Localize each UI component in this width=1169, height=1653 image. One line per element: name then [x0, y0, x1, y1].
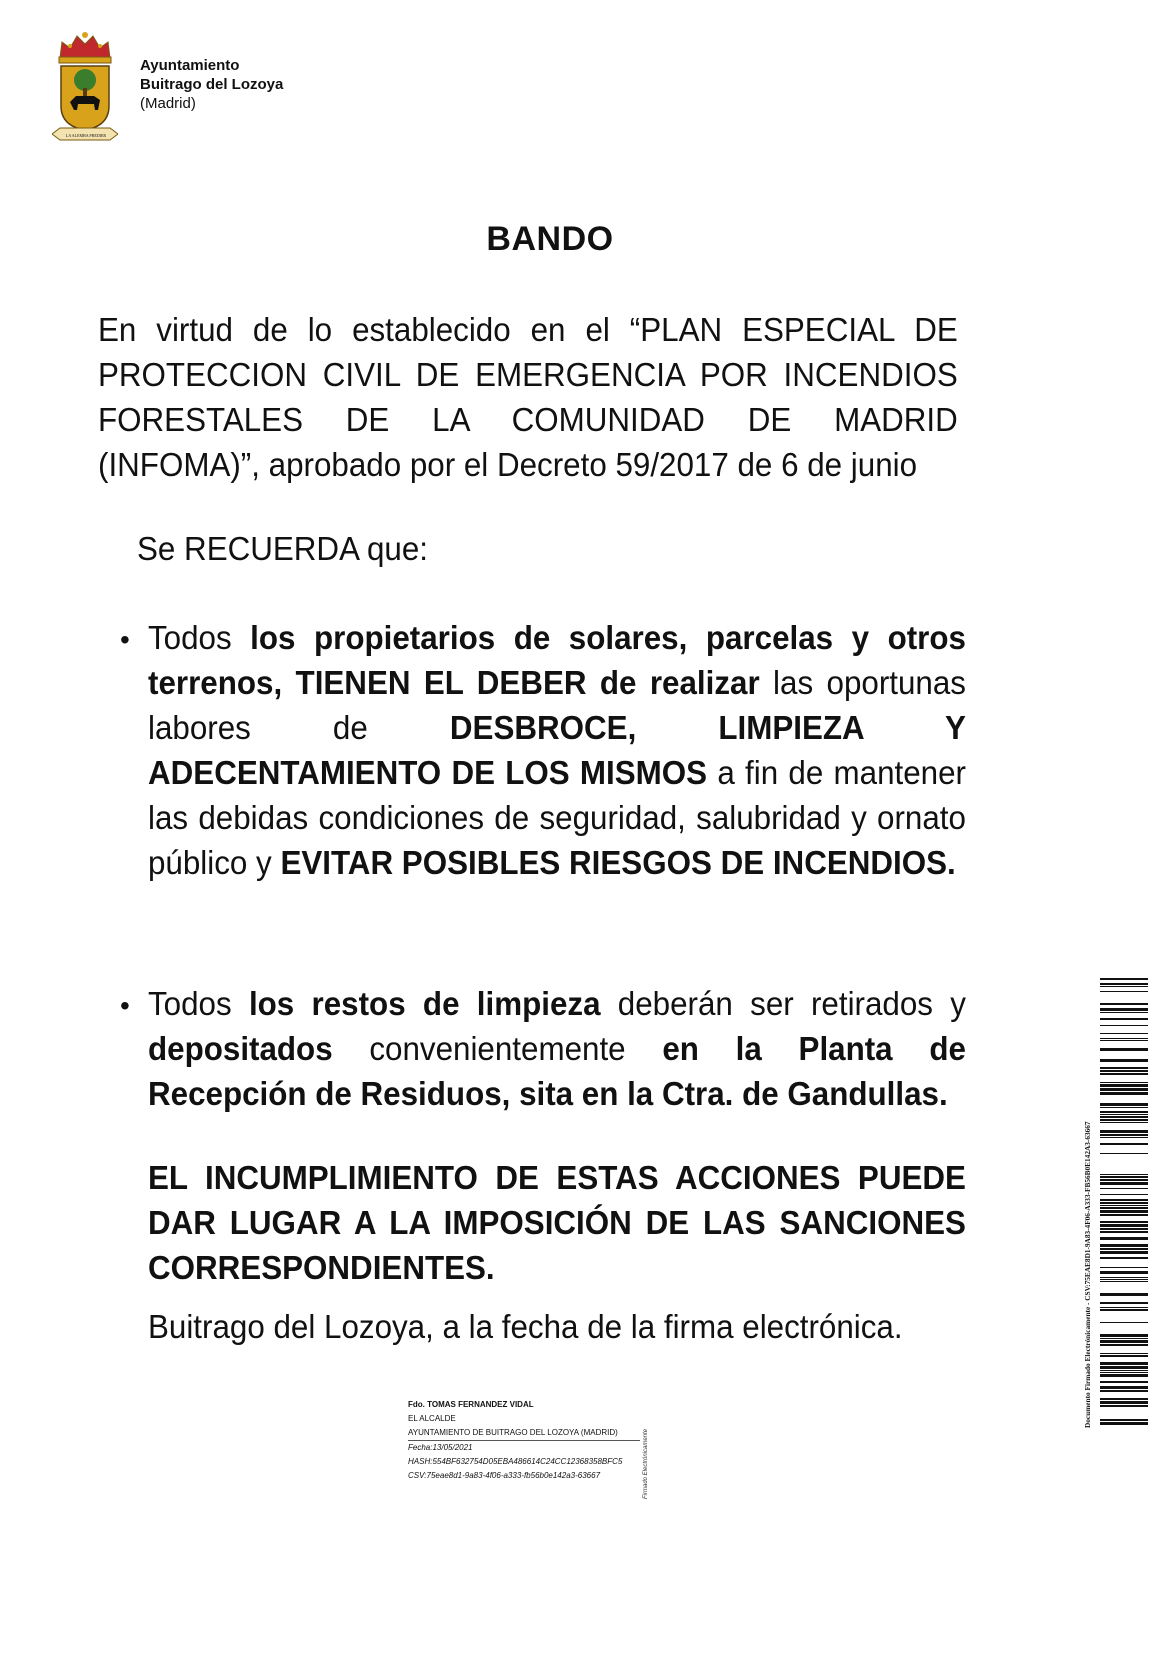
barcode-bar: [1100, 1176, 1148, 1178]
item2-bold: depositados: [148, 1030, 333, 1067]
item2-text: deberán ser retirados y: [600, 985, 966, 1022]
barcode-bar: [1100, 1362, 1148, 1365]
item1-text: las oportunas labores de: [148, 664, 966, 746]
barcode-bar: [1100, 1309, 1148, 1311]
org-name-line1: Ayuntamiento: [140, 57, 240, 74]
barcode-bar: [1100, 1070, 1148, 1072]
barcode-bar: [1100, 1277, 1148, 1278]
barcode-bar: [1100, 1199, 1148, 1201]
barcode-bar: [1100, 1344, 1148, 1346]
barcode-bar: [1100, 1381, 1148, 1383]
barcode-bar: [1100, 1119, 1148, 1121]
barcode-bar: [1100, 1111, 1148, 1113]
barcode-bar: [1100, 1008, 1148, 1011]
barcode-bar: [1100, 1244, 1148, 1247]
item1-text: Todos: [148, 619, 251, 656]
signature-block: [408, 1398, 640, 1483]
barcode-bar: [1100, 1059, 1148, 1062]
item1-bold: DESBROCE, LIMPIEZA Y ADECENTAMIENTO DE LOS MISMOS: [148, 709, 966, 791]
barcode-bar: [1100, 983, 1148, 985]
barcode-bar: [1100, 986, 1148, 987]
barcode-bar: [1100, 1003, 1148, 1005]
barcode-bar: [1100, 1038, 1148, 1039]
barcode-bar: [1100, 1231, 1148, 1233]
bullet-marker: •: [120, 624, 130, 655]
signature-vertical-label: [640, 1395, 650, 1500]
barcode-bar: [1100, 1293, 1148, 1296]
barcode-bar: [1100, 1202, 1148, 1204]
barcode-bar: [1100, 1122, 1148, 1123]
barcode-bar: [1100, 1279, 1148, 1280]
barcode-bar: [1100, 1355, 1148, 1357]
barcode-bar: [1100, 1398, 1148, 1400]
crest-motto: LA ALEMBA PREDIER: [65, 133, 107, 138]
barcode-bar: [1100, 1033, 1148, 1034]
barcode-bar: [1100, 1237, 1148, 1240]
barcode-bar: [1100, 1374, 1148, 1377]
barcode-bar: [1100, 1386, 1148, 1389]
barcode-bar: [1100, 1134, 1148, 1136]
barcode-bar: [1100, 1214, 1148, 1216]
barcode-bar: [1100, 1073, 1148, 1075]
barcode-bar: [1100, 1228, 1148, 1230]
item2-text: convenientemente: [332, 1030, 663, 1067]
barcode-bar: [1100, 1307, 1148, 1308]
barcode-bar: [1100, 1116, 1148, 1118]
item1-bold: EVITAR POSIBLES RIESGOS DE INCENDIOS.: [280, 844, 956, 881]
organization-header: [140, 56, 283, 113]
bullet-marker: •: [120, 990, 130, 1021]
barcode-bar: [1100, 1353, 1148, 1354]
list-item-owners-duty: [148, 615, 966, 885]
barcode-bar: [1100, 1281, 1148, 1282]
barcode-bar: [1100, 1012, 1148, 1013]
barcode-bar: [1100, 1107, 1148, 1108]
item2-text: Todos: [148, 985, 249, 1022]
barcode-bar: [1100, 1210, 1148, 1213]
signer-entity: AYUNTAMIENTO DE BUITRAGO DEL LOZOYA (MADRID): [408, 1426, 640, 1441]
barcode-bar: [1100, 1370, 1148, 1371]
barcode-bar: [1100, 1067, 1148, 1069]
barcode-bar: [1100, 1340, 1148, 1343]
barcode-bar: [1100, 1338, 1148, 1339]
barcode-bar: [1100, 1130, 1148, 1133]
item2-bold: en la Planta de Recepción de Residuos, sita en la Ctra. de Gandullas.: [148, 1030, 966, 1112]
list-item-waste-disposal: [148, 981, 966, 1116]
sanctions-warning: EL INCUMPLIMIENTO DE ESTAS ACCIONES PUEDE DAR LUGAR A LA IMPOSICIÓN DE LAS SANCIONES CORRESPONDIENTES.: [148, 1159, 966, 1286]
signature-date: Fecha:13/05/2021: [408, 1443, 473, 1452]
recuerda-heading: Se RECUERDA que:: [137, 530, 428, 567]
barcode-bar: [1100, 1082, 1148, 1083]
barcode-bar: [1100, 1137, 1148, 1138]
barcode-bar: [1100, 1322, 1148, 1323]
org-region: (Madrid): [140, 95, 196, 112]
barcode-bar: [1100, 1092, 1148, 1095]
barcode-bar: [1100, 1174, 1148, 1175]
barcode-bar: [1100, 1224, 1148, 1227]
barcode-bar: [1100, 1194, 1148, 1195]
barcode-bar: [1100, 1334, 1148, 1337]
barcode: [1100, 978, 1148, 1434]
barcode-bar: [1100, 1248, 1148, 1250]
intro-paragraph: En virtud de lo establecido en el “PLAN ESPECIAL DE PROTECCION CIVIL DE EMERGENCIA POR INCENDIOS FORESTALES DE LA COMUNIDAD DE MADRID (INFOMA)”, aprobado por el Decreto 59/2017 de 6 de junio: [98, 311, 958, 483]
signature-csv: CSV:75eae8d1-9a83-4f06-a333-fb56b0e142a3-63667: [408, 1471, 601, 1480]
item2-bold: los restos de limpieza: [248, 985, 601, 1022]
barcode-bar: [1100, 1221, 1148, 1223]
barcode-bar: [1100, 1084, 1148, 1087]
barcode-bar: [1100, 1390, 1148, 1392]
margin-csv-label: [1080, 1030, 1094, 1430]
barcode-bar: [1100, 1419, 1148, 1421]
barcode-bar: [1100, 978, 1148, 980]
signature-hash: HASH:554BF632754D05EBA486614C24CC12368358BFC5: [408, 1457, 623, 1466]
barcode-bar: [1100, 991, 1148, 992]
barcode-bar: [1100, 1103, 1148, 1106]
barcode-bar: [1100, 1257, 1148, 1259]
signature-vertical-text: Firmado Electrónicamente: [643, 1428, 649, 1499]
barcode-bar: [1100, 1205, 1148, 1206]
barcode-bar: [1100, 1302, 1148, 1304]
barcode-bar: [1100, 1188, 1148, 1189]
barcode-bar: [1100, 1025, 1148, 1026]
barcode-bar: [1100, 1251, 1148, 1254]
org-name-line2: Buitrago del Lozoya: [140, 76, 284, 93]
place-and-date: Buitrago del Lozoya, a la fecha de la firma electrónica.: [148, 1308, 903, 1345]
signer-name: Fdo. TOMAS FERNANDEZ VIDAL: [408, 1400, 534, 1409]
barcode-bar: [1100, 1366, 1148, 1369]
barcode-bar: [1100, 1182, 1148, 1185]
barcode-bar: [1100, 1153, 1148, 1154]
coat-of-arms-logo: [52, 30, 118, 142]
barcode-bar: [1100, 1267, 1148, 1268]
barcode-bar: [1100, 1422, 1148, 1425]
barcode-bar: [1100, 1040, 1148, 1041]
barcode-bar: [1100, 1207, 1148, 1209]
barcode-bar: [1100, 1018, 1148, 1020]
item1-bold: los propietarios de solares, parcelas y otros terrenos, TIENEN EL DEBER de realizar: [148, 619, 966, 701]
barcode-bar: [1100, 1143, 1148, 1145]
barcode-bar: [1100, 1401, 1148, 1404]
barcode-bar: [1100, 1179, 1148, 1181]
document-title: BANDO: [486, 220, 614, 258]
barcode-bar: [1100, 1114, 1148, 1115]
barcode-bar: [1100, 1088, 1148, 1091]
margin-csv-text: Documento Firmado Electrónicamente - CSV:75EAE8D1-9A83-4F06-A333-FB56B0E142A3-63667: [1083, 1121, 1092, 1428]
barcode-bar: [1100, 1405, 1148, 1407]
barcode-bar: [1100, 1372, 1148, 1373]
signer-role: EL ALCALDE: [408, 1414, 456, 1423]
item1-text: a fin de mantener las debidas condiciones de seguridad, salubridad y ornato público y: [148, 754, 966, 881]
barcode-bar: [1100, 1271, 1148, 1274]
barcode-bar: [1100, 1048, 1148, 1051]
